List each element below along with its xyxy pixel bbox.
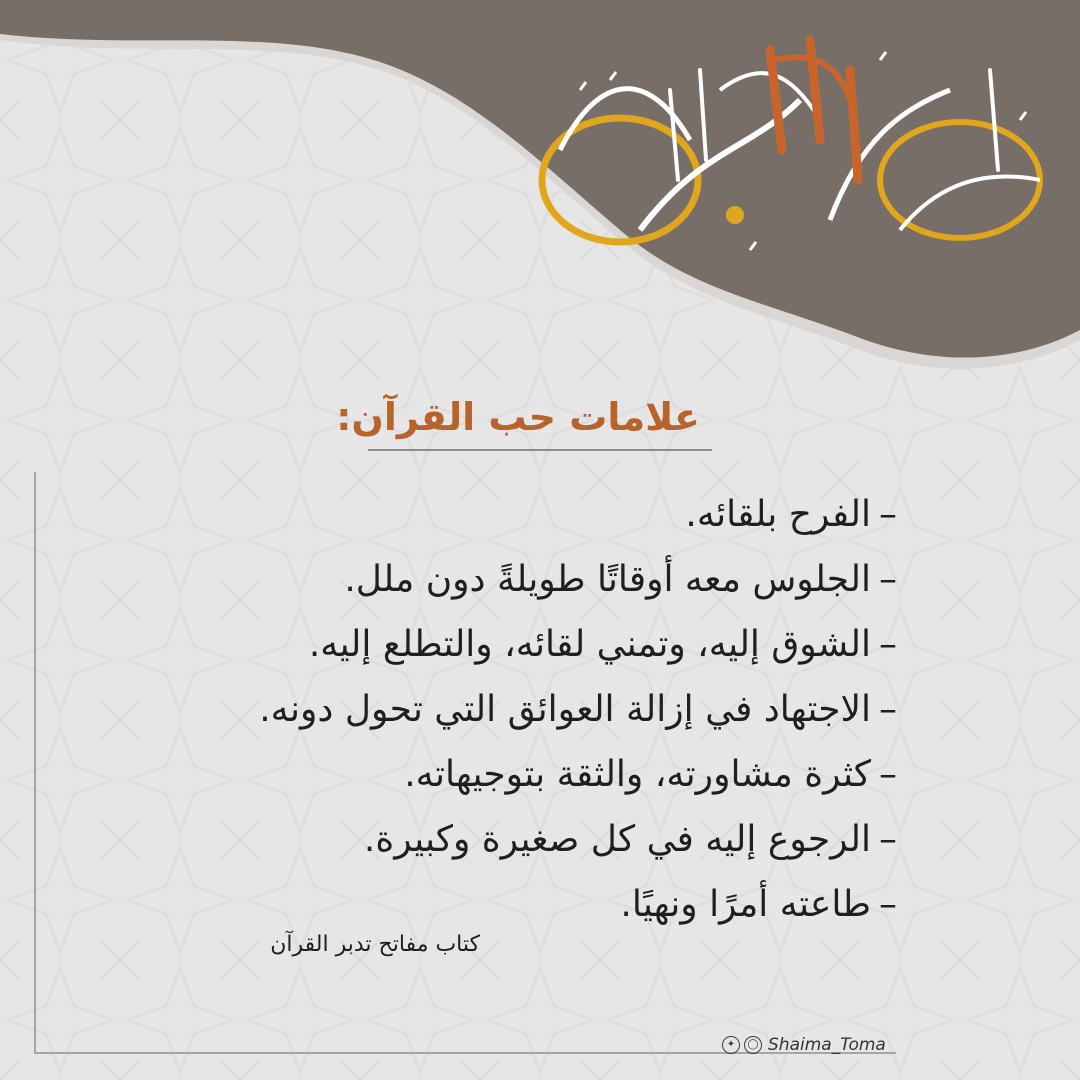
twitter-icon: ✦: [722, 1036, 740, 1054]
list-item-text: الشوق إليه، وتمني لقائه، والتطلع إليه.: [308, 624, 871, 665]
bullet-dash: –: [879, 494, 897, 535]
bullet-dash: –: [879, 819, 897, 860]
list-item-text: الجلوس معه أوقاتًا طويلةً دون ملل.: [344, 559, 871, 600]
list-item: [85, 679, 905, 744]
list-item: [85, 744, 905, 809]
list-item: [85, 549, 905, 614]
bullet-dash: –: [879, 624, 897, 665]
list-item-text: الفرح بلقائه.: [685, 494, 871, 535]
list-item-text: كثرة مشاورته، والثقة بتوجيهاته.: [404, 754, 871, 795]
list-item: [85, 809, 905, 874]
list-item: [85, 874, 905, 939]
social-handle: [722, 1033, 886, 1057]
instagram-icon: ◯: [744, 1036, 762, 1054]
bullet-dash: –: [879, 884, 897, 925]
list-item-text: الرجوع إليه في كل صغيرة وكبيرة.: [363, 819, 871, 860]
title-underline: [368, 449, 712, 451]
signs-list: [85, 484, 905, 939]
list-item-text: طاعته أمرًا ونهيًا.: [620, 884, 871, 925]
bullet-dash: –: [879, 559, 897, 600]
page-title: علامات حب القرآن:: [336, 395, 700, 439]
bullet-dash: –: [879, 689, 897, 730]
list-item-text: الاجتهاد في إزالة العوائق التي تحول دونه.: [259, 689, 871, 730]
source-citation: كتاب مفاتح تدبر القرآن: [270, 932, 480, 957]
handle-text: Shaima_Toma: [768, 1035, 886, 1055]
list-item: [85, 484, 905, 549]
calligraphy-artwork: [520, 30, 1060, 280]
bullet-dash: –: [879, 754, 897, 795]
list-item: [85, 614, 905, 679]
